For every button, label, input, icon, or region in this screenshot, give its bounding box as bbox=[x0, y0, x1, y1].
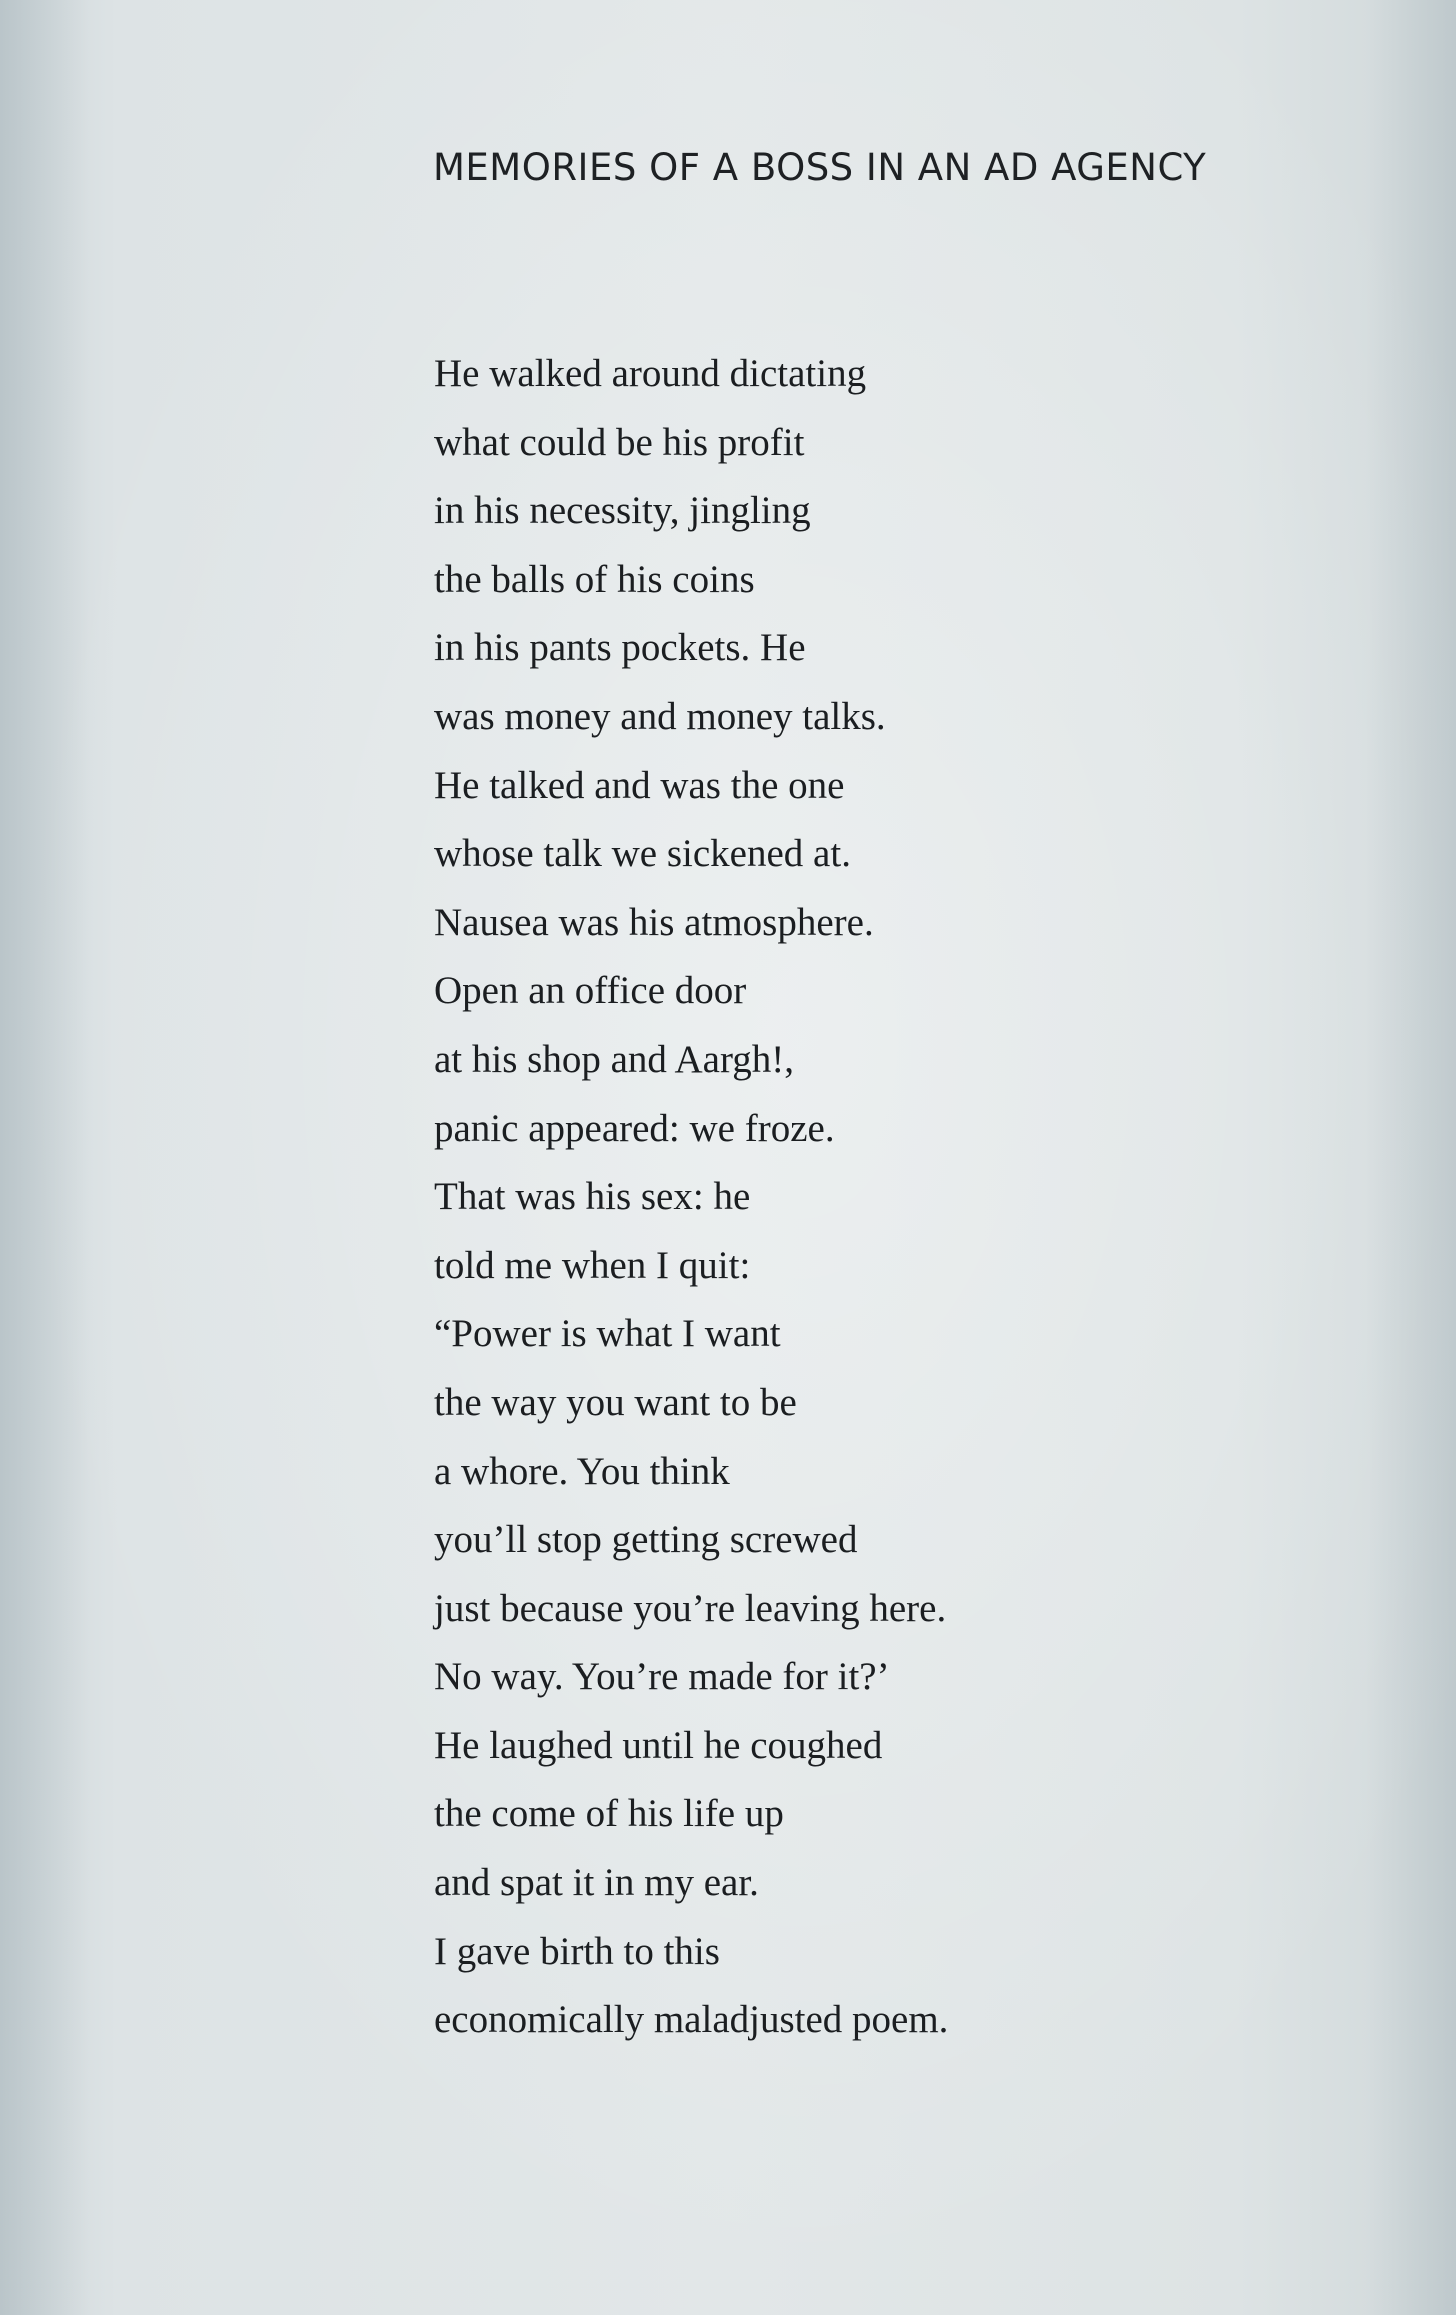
poem-line: and spat it in my ear. bbox=[434, 1861, 759, 1905]
poem-line: the way you want to be bbox=[434, 1380, 797, 1424]
poem-line: the balls of his coins bbox=[434, 557, 755, 601]
poem-line: He walked around dictating bbox=[434, 352, 867, 395]
poem-line: I gave birth to this bbox=[434, 1929, 720, 1973]
poem-line: No way. You’re made for it?’ bbox=[434, 1655, 890, 1699]
poem-body bbox=[434, 340, 948, 2055]
poem-line: economically maladjusted poem. bbox=[434, 1998, 949, 2042]
poem-line: That was his sex: he bbox=[434, 1175, 751, 1219]
poem-line: the come of his life up bbox=[434, 1792, 784, 1836]
poem-title: MEMORIES OF A BOSS IN AN AD AGENCY bbox=[433, 146, 1207, 189]
poem-line: was money and money talks. bbox=[434, 694, 886, 738]
poem-line: in his necessity, jingling bbox=[434, 489, 811, 533]
poem-line: at his shop and Aargh!, bbox=[434, 1037, 794, 1081]
poem-line: you’ll stop getting screwed bbox=[434, 1518, 858, 1562]
poem-line: panic appeared: we froze. bbox=[434, 1106, 835, 1150]
poem-line: a whore. You think bbox=[434, 1449, 730, 1493]
poem-line: told me when I quit: bbox=[434, 1243, 751, 1287]
poem-line: Open an office door bbox=[434, 969, 747, 1013]
poem-line: whose talk we sickened at. bbox=[434, 832, 851, 876]
page-gutter-shadow bbox=[0, 0, 90, 2315]
poem-line: Nausea was his atmosphere. bbox=[434, 900, 874, 944]
poem-line: “Power is what I want bbox=[434, 1312, 781, 1356]
poem-line: He talked and was the one bbox=[434, 763, 845, 807]
poem-line: what could be his profit bbox=[434, 420, 805, 464]
page-edge-shadow bbox=[1366, 0, 1456, 2315]
poem-line: He laughed until he coughed bbox=[434, 1723, 883, 1767]
poem-line: in his pants pockets. He bbox=[434, 626, 806, 670]
poem-line: just because you’re leaving here. bbox=[434, 1586, 947, 1630]
